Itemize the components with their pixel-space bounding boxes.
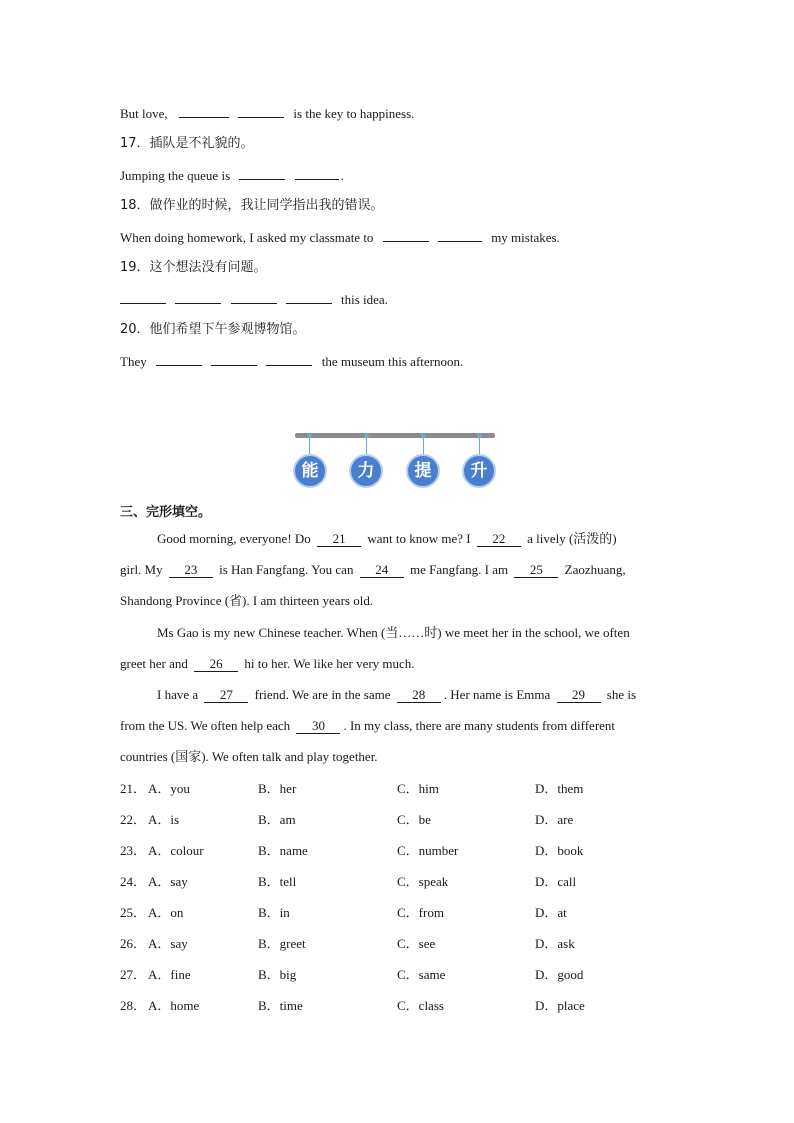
choice-c[interactable]: C．number <box>397 843 459 858</box>
choice-d[interactable]: D．good <box>535 967 584 982</box>
cloze-blank-29[interactable]: 29 <box>557 688 601 703</box>
option-row <box>120 904 680 922</box>
choice-d[interactable]: D．call <box>535 874 577 889</box>
cloze-blank-23[interactable]: 23 <box>169 563 213 578</box>
answer-blank[interactable] <box>156 352 202 366</box>
cloze-blank-25[interactable]: 25 <box>514 563 558 578</box>
option-row <box>120 873 680 891</box>
choice-b[interactable]: B．greet <box>258 936 306 951</box>
question-19-english <box>120 290 388 309</box>
question-number: 21． <box>120 781 147 796</box>
question-number: 24． <box>120 874 147 889</box>
choice-a[interactable]: A．say <box>148 874 188 889</box>
choice-a[interactable]: A．colour <box>148 843 204 858</box>
choice-c[interactable]: C．see <box>397 936 436 951</box>
choice-b[interactable]: B．time <box>258 998 303 1013</box>
answer-blank[interactable] <box>286 290 332 304</box>
option-row <box>120 780 680 798</box>
text: my mistakes. <box>491 230 560 245</box>
choice-b[interactable]: B．big <box>258 967 297 982</box>
question-18-chinese: 18．做作业的时候，我让同学指出我的错误。 <box>120 198 384 213</box>
text: a lively (活泼的) <box>527 531 617 546</box>
ability-improvement-banner <box>290 430 500 490</box>
banner-char: 升 <box>462 454 496 488</box>
answer-blank[interactable] <box>239 166 285 180</box>
banner-char: 提 <box>406 454 440 488</box>
choice-c[interactable]: C．class <box>397 998 444 1013</box>
answer-blank[interactable] <box>238 104 284 118</box>
banner-char: 力 <box>349 454 383 488</box>
section-title: 三、完形填空。 <box>120 505 212 520</box>
question-20-chinese: 20．他们希望下午参观博物馆。 <box>120 322 306 337</box>
question-17-chinese: 17．插队是不礼貌的。 <box>120 136 254 151</box>
option-row <box>120 811 680 829</box>
cloze-blank-27[interactable]: 27 <box>204 688 248 703</box>
text: is Han Fangfang. You can <box>219 562 354 577</box>
option-row <box>120 966 680 984</box>
cloze-blank-28[interactable]: 28 <box>397 688 441 703</box>
sentence-but-love <box>120 104 414 123</box>
choice-a[interactable]: A．is <box>148 812 180 827</box>
text: When doing homework, I asked my classmate to <box>120 230 374 245</box>
answer-blank[interactable] <box>383 228 429 242</box>
answer-blank[interactable] <box>211 352 257 366</box>
choice-a[interactable]: A．you <box>148 781 190 796</box>
question-number: 25． <box>120 905 147 920</box>
banner-stem <box>423 436 424 456</box>
text: from the US. We often help each <box>120 718 291 733</box>
choice-c[interactable]: C．same <box>397 967 446 982</box>
choice-d[interactable]: D．ask <box>535 936 575 951</box>
banner-stem <box>479 436 480 456</box>
option-row <box>120 997 680 1015</box>
banner-bar <box>295 433 495 438</box>
text: girl. My <box>120 562 163 577</box>
passage-line: countries (国家). We often talk and play together. <box>120 749 378 764</box>
banner-char: 能 <box>293 454 327 488</box>
answer-blank[interactable] <box>266 352 312 366</box>
answer-blank[interactable] <box>231 290 277 304</box>
choice-b[interactable]: B．her <box>258 781 297 796</box>
choice-a[interactable]: A．on <box>148 905 184 920</box>
choice-a[interactable]: A．fine <box>148 967 191 982</box>
passage-line: Shandong Province (省). I am thirteen years old. <box>120 593 374 608</box>
cloze-blank-24[interactable]: 24 <box>360 563 404 578</box>
text: . In my class, there are many students from different <box>343 718 616 733</box>
question-19-chinese: 19．这个想法没有问题。 <box>120 260 267 275</box>
passage-line <box>120 561 626 579</box>
passage-line <box>120 655 415 673</box>
answer-blank[interactable] <box>438 228 482 242</box>
passage-line <box>157 530 617 548</box>
question-number: 23． <box>120 843 147 858</box>
choice-c[interactable]: C．speak <box>397 874 449 889</box>
answer-blank[interactable] <box>175 290 221 304</box>
text: want to know me? I <box>367 531 471 546</box>
choice-d[interactable]: D．book <box>535 843 584 858</box>
choice-d[interactable]: D．are <box>535 812 574 827</box>
cloze-blank-26[interactable]: 26 <box>194 657 238 672</box>
answer-blank[interactable] <box>179 104 229 118</box>
choice-b[interactable]: B．tell <box>258 874 297 889</box>
cloze-blank-22[interactable]: 22 <box>477 532 521 547</box>
answer-blank[interactable] <box>120 290 166 304</box>
choice-b[interactable]: B．am <box>258 812 296 827</box>
text: is the key to happiness. <box>293 106 415 121</box>
text: me Fangfang. I am <box>409 562 509 577</box>
passage-line <box>120 717 615 735</box>
text: But love, <box>120 106 168 121</box>
question-number: 27． <box>120 967 147 982</box>
text: greet her and <box>120 656 188 671</box>
choice-d[interactable]: D．place <box>535 998 585 1013</box>
text: friend. We are in the same <box>254 687 391 702</box>
question-number: 28． <box>120 998 147 1013</box>
text: she is <box>606 687 637 702</box>
question-17-english <box>120 166 344 185</box>
text: They <box>120 354 147 369</box>
text: Zaozhuang, <box>564 562 626 577</box>
option-row <box>120 842 680 860</box>
choice-a[interactable]: A．say <box>148 936 188 951</box>
question-number: 26． <box>120 936 147 951</box>
text: Good morning, everyone! Do <box>157 531 311 546</box>
choice-c[interactable]: C．from <box>397 905 444 920</box>
text: the museum this afternoon. <box>321 354 464 369</box>
answer-blank[interactable] <box>295 166 339 180</box>
banner-stem <box>309 436 310 456</box>
text: Jumping the queue is <box>120 168 231 183</box>
text: I have a <box>157 687 199 702</box>
question-20-english <box>120 352 463 371</box>
choice-c[interactable]: C．be <box>397 812 431 827</box>
choice-b[interactable]: B．in <box>258 905 290 920</box>
text: . <box>340 168 344 183</box>
choice-a[interactable]: A．home <box>148 998 200 1013</box>
option-row <box>120 935 680 953</box>
question-18-english <box>120 228 560 247</box>
text: this idea. <box>341 292 388 307</box>
question-number: 22． <box>120 812 147 827</box>
choice-b[interactable]: B．name <box>258 843 308 858</box>
passage-line <box>157 686 636 704</box>
choice-c[interactable]: C．him <box>397 781 439 796</box>
choice-d[interactable]: D．at <box>535 905 567 920</box>
text: . Her name is Emma <box>443 687 551 702</box>
banner-stem <box>366 436 367 456</box>
cloze-blank-21[interactable]: 21 <box>317 532 361 547</box>
text: hi to her. We like her very much. <box>244 656 415 671</box>
passage-line: Ms Gao is my new Chinese teacher. When (当……时) we meet her in the school, we often <box>157 625 630 640</box>
cloze-blank-30[interactable]: 30 <box>296 719 340 734</box>
choice-d[interactable]: D．them <box>535 781 584 796</box>
